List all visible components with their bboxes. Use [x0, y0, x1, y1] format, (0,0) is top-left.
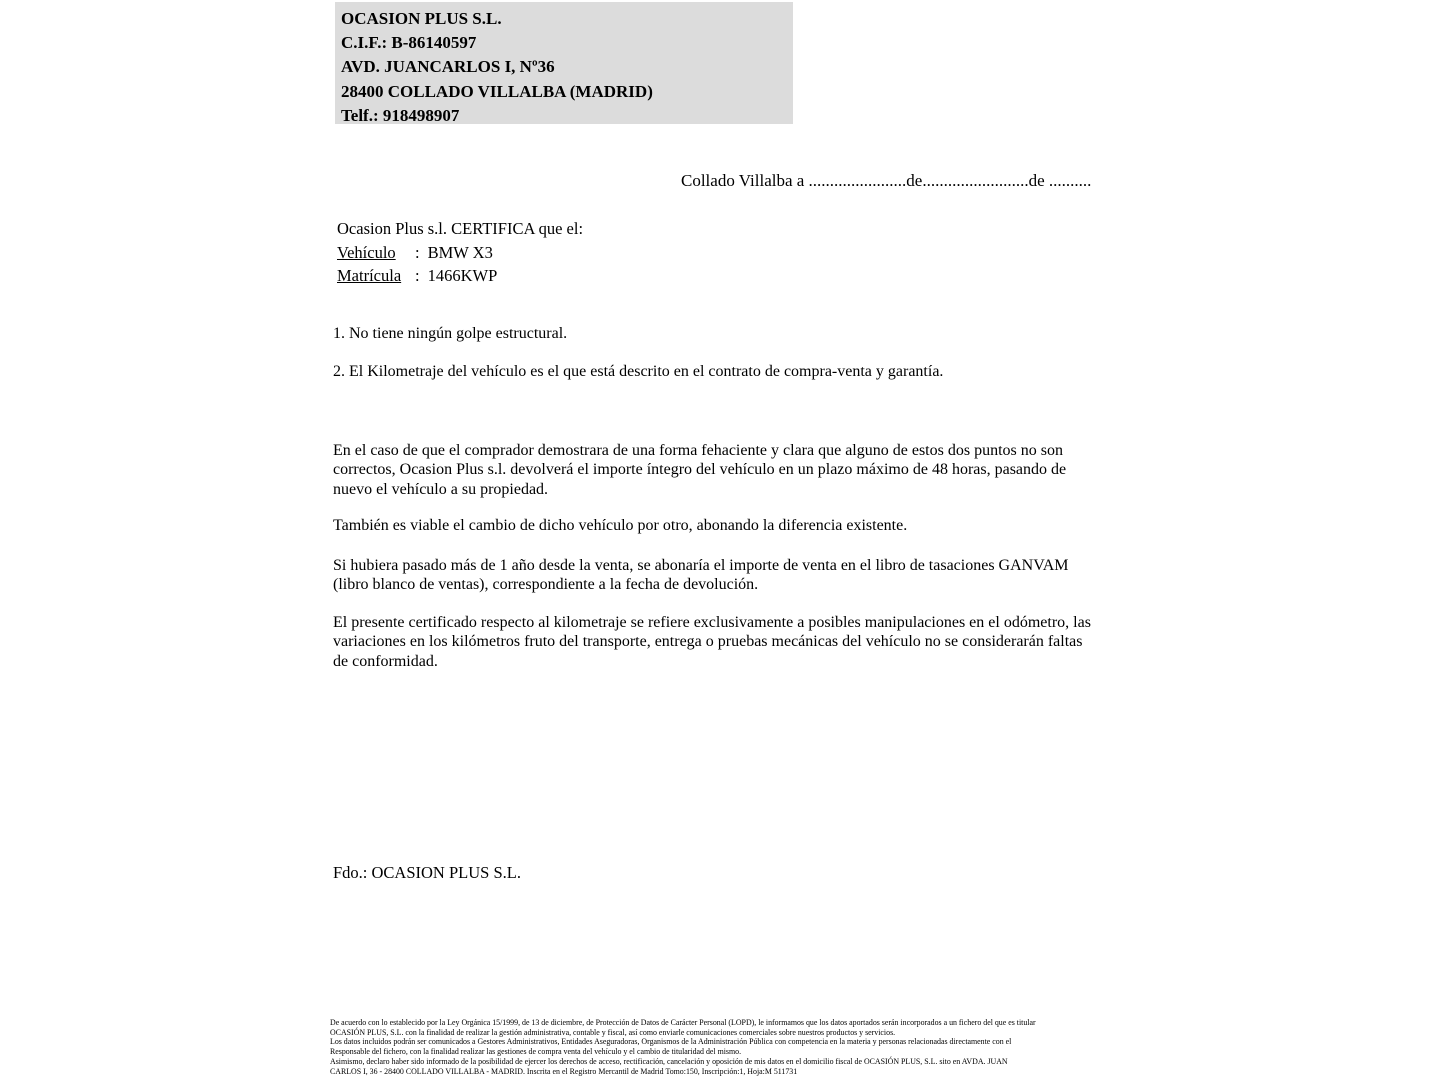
- vehicle-colon: :: [415, 242, 420, 262]
- certify-intro: Ocasion Plus s.l. CERTIFICA que el:: [337, 219, 584, 238]
- plate-field: [337, 264, 583, 288]
- company-cif: C.I.F.: B-86140597: [341, 33, 477, 53]
- legal-notice: [330, 1018, 1036, 1076]
- vehicle-value: BMW X3: [427, 242, 493, 262]
- company-name: OCASION PLUS S.L.: [341, 9, 502, 28]
- certify-block: [337, 217, 583, 288]
- point-2: 2. El Kilometraje del vehículo es el que está descrito en el contrato de compra-venta y garantía.: [333, 363, 944, 380]
- company-phone: Telf.: 918498907: [341, 105, 460, 125]
- paragraph-ganvam: Si hubiera pasado más de 1 año desde la venta, se abonaría el importe de venta en el libro de tasaciones GANVAM (libro blanco de ventas), correspondiente a la fecha de devolución.: [333, 557, 1069, 594]
- vehicle-field: [337, 241, 583, 265]
- legal-line: Los datos incluidos podrán ser comunicados a Gestores Administrativos, Entidades Aseguradoras, Organismos de la Administración Pública con competencia en la materia y personas relacionadas directamente con el: [330, 1037, 1012, 1047]
- paragraph-refund: En el caso de que el comprador demostrara de una forma fehaciente y clara que alguno de estos dos puntos no son correctos, Ocasion Plus s.l. devolverá el importe íntegro del vehículo en un plazo máximo de 48 horas, pasando de nuevo el vehículo a su propiedad.: [333, 442, 1067, 498]
- legal-line: CARLOS I, 36 - 28400 COLLADO VILLALBA - MADRID. Inscrita en el Registro Mercantil de Madrid Tomo:150, Inscripción:1, Hoja:M 511731: [330, 1066, 798, 1076]
- company-address: AVD. JUANCARLOS I, Nº36: [341, 57, 555, 77]
- plate-label: Matrícula: [337, 266, 402, 285]
- legal-line: OCASIÓN PLUS, S.L. con la finalidad de realizar la gestión administrativa, contable y fiscal, así como enviarle comunicaciones comerciales sobre nuestros productos y servicios.: [330, 1027, 896, 1037]
- legal-line: De acuerdo con lo establecido por la Ley Orgánica 15/1999, de 13 de diciembre, de Protección de Datos de Carácter Personal (LOPD), le informamos que los datos aportados serán incorporados a un fichero del que es titular: [330, 1018, 1036, 1027]
- plate-colon: :: [415, 266, 420, 285]
- date-line: Collado Villalba a .......................de.........................de ..........: [681, 171, 1092, 190]
- paragraph-exchange: También es viable el cambio de dicho vehículo por otro, abonando la diferencia existente.: [333, 517, 908, 534]
- paragraph-odometer: El presente certificado respecto al kilometraje se refiere exclusivamente a posibles manipulaciones en el odómetro, las variaciones en los kilómetros fruto del transporte, entrega o pruebas mecánicas del vehículo no se considerarán faltas de conformidad.: [333, 614, 1091, 670]
- vehicle-label: Vehículo: [337, 242, 396, 262]
- signature-line: Fdo.: OCASION PLUS S.L.: [333, 863, 521, 882]
- legal-line: Responsable del fichero, con la finalidad realizar las gestiones de compra venta del vehículo y el cambio de titularidad del mismo.: [330, 1047, 742, 1057]
- legal-line: Asimismo, declaro haber sido informado de la posibilidad de ejercer los derechos de acceso, rectificación, cancelación y oposición de mis datos en el domicilio fiscal de OCASIÓN PLUS, S.L. sito en AVDA. JUAN: [330, 1056, 1008, 1066]
- company-header-box: [335, 2, 793, 124]
- company-city: 28400 COLLADO VILLALBA (MADRID): [341, 81, 653, 101]
- plate-value: 1466KWP: [427, 266, 498, 285]
- point-1: 1. No tiene ningún golpe estructural.: [333, 325, 568, 342]
